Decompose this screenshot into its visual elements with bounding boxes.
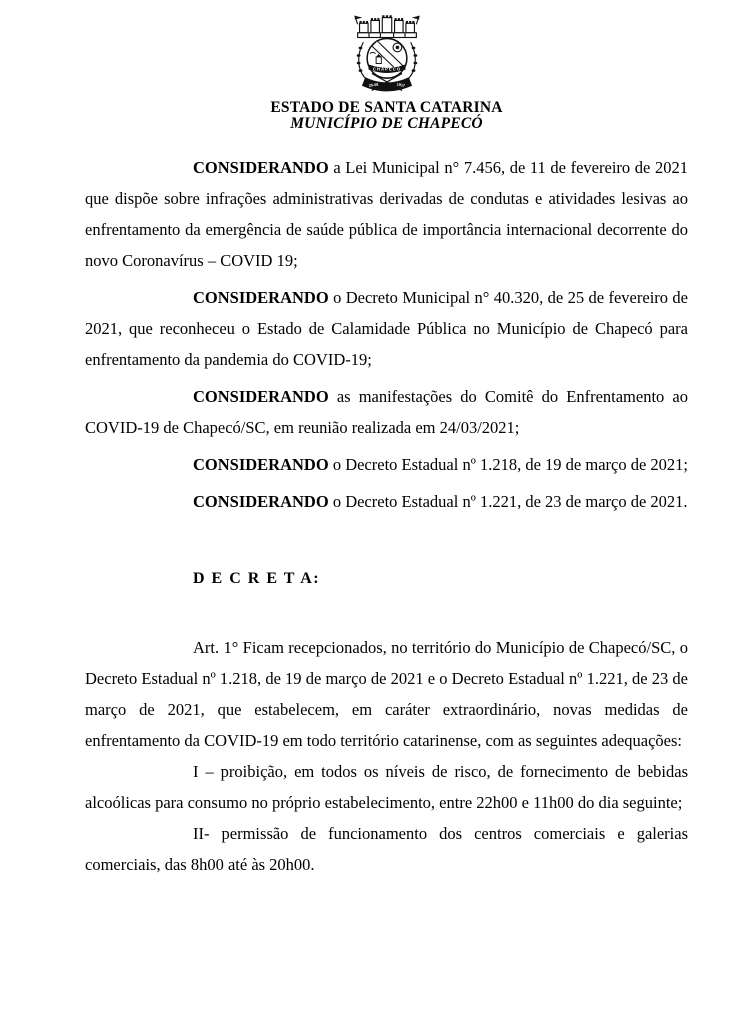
- considerando-paragraph-1: [85, 152, 688, 276]
- header-municipality-title: MUNICÍPIO DE CHAPECÓ: [290, 115, 483, 132]
- article-1-paragraph: Art. 1° Ficam recepcionados, no território do Município de Chapecó/SC, o Decreto Estadual nº 1.218, de 19 de março de 2021 e o Decreto Estadual nº 1.221, de 23 de março de 2021, que estabelecem, em caráter extraordinário, novas medidas de enfrentamento da COVID-19 em todo território catarinense, com as seguintes adequações:: [85, 638, 688, 750]
- coat-of-arms: [85, 11, 688, 99]
- considerando-lead: CONSIDERANDO: [193, 455, 329, 474]
- considerando-paragraph-4: [85, 449, 688, 480]
- considerando-text: o Decreto Estadual nº 1.221, de 23 de março de 2021.: [328, 492, 688, 511]
- considerando-paragraph-3: [85, 381, 688, 443]
- considerando-lead: CONSIDERANDO: [193, 288, 329, 307]
- crest-ribbon-date-right: 1917: [395, 82, 405, 88]
- crest-banner-text: CHAPECÓ: [372, 66, 401, 72]
- considerando-text: o Decreto Estadual nº 1.218, de 19 de março de 2021;: [328, 455, 688, 474]
- header-state-title: ESTADO DE SANTA CATARINA: [270, 99, 503, 116]
- considerando-text: as manifestações do Comitê do Enfrentamento ao COVID-19 de Chapecó/SC, em reunião realizada em 24/03/2021;: [85, 387, 688, 437]
- considerando-text: o Decreto Municipal n° 40.320, de 25 de fevereiro de 2021, que reconheceu o Estado de Calamidade Pública no Município de Chapecó para enfrentamento da pandemia do COVID-19;: [85, 288, 688, 369]
- considerando-paragraph-5: [85, 486, 688, 517]
- document-header: [85, 11, 688, 132]
- document-body: [85, 152, 688, 880]
- coat-of-arms-icon: [342, 11, 432, 99]
- decreta-heading: D E C R E T A:: [193, 570, 321, 587]
- considerando-lead: CONSIDERANDO: [193, 492, 329, 511]
- considerando-lead: CONSIDERANDO: [193, 158, 329, 177]
- considerando-text: a Lei Municipal n° 7.456, de 11 de fevereiro de 2021 que dispõe sobre infrações administrativas derivadas de condutas e atividades lesivas ao enfrentamento da emergência de saúde pública de importância internacional decorrente do novo Coronavírus – COVID 19;: [85, 158, 688, 270]
- item-ii-paragraph: II- permissão de funcionamento dos centros comerciais e galerias comerciais, das 8h00 até às 20h00.: [85, 824, 688, 874]
- crest-ribbon-date-left: 25-08: [368, 82, 379, 88]
- considerando-lead: CONSIDERANDO: [193, 387, 329, 406]
- considerando-paragraph-2: [85, 282, 688, 375]
- item-i-paragraph: I – proibição, em todos os níveis de risco, de fornecimento de bebidas alcoólicas para consumo no próprio estabelecimento, entre 22h00 e 11h00 do dia seguinte;: [85, 762, 688, 812]
